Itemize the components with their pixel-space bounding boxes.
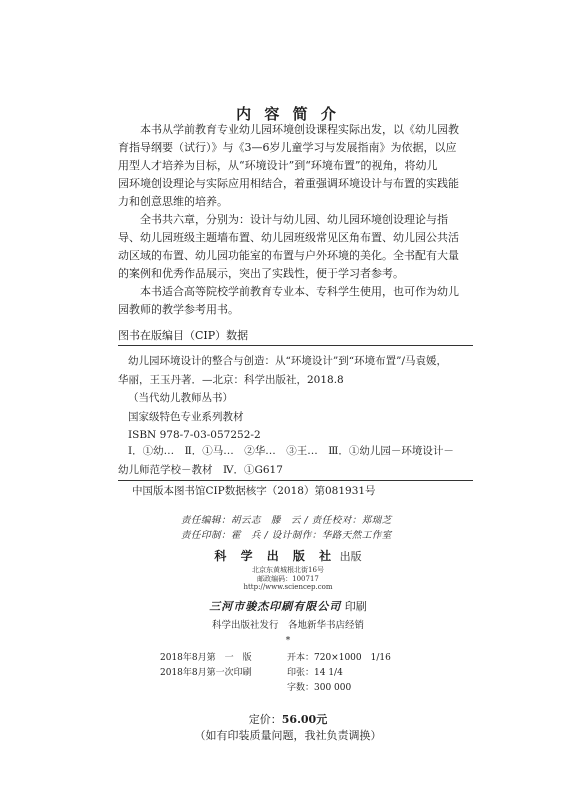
words-label: 字数：300 000 bbox=[287, 683, 352, 693]
summary-line: 园教师的教学参考用书。 bbox=[118, 303, 239, 316]
cip-classification bbox=[118, 442, 473, 479]
summary-line: 力和创意思维的培养。 bbox=[118, 195, 228, 208]
printer-suffix: 印刷 bbox=[344, 600, 367, 613]
printer-line bbox=[0, 598, 576, 614]
sheets-label: 印张：14 1/4 bbox=[287, 668, 343, 678]
summary-line: 用型人才培养为目标，从“环境设计”到“环境布置”的视角，将幼儿 bbox=[118, 159, 438, 172]
summary-paragraph-3 bbox=[118, 283, 464, 319]
edition-label: 2018年8月第 一 版 bbox=[160, 653, 252, 663]
summary-line: 全书共六章，分别为：设计与幼儿园、幼儿园环境创设理论与指 bbox=[140, 213, 448, 226]
cip-bottom-rule bbox=[118, 480, 473, 481]
credits-line-2: 责任印制：霍 兵 / 设计制作：华路天然工作室 bbox=[181, 530, 392, 541]
cip-top-rule bbox=[118, 345, 473, 346]
cip-record bbox=[118, 352, 473, 445]
publisher-postcode: 邮政编码：100717 bbox=[257, 575, 319, 583]
publisher-address: 北京东黄城根北街16号 bbox=[252, 566, 324, 574]
publisher-website: http://www.sciencep.com bbox=[243, 583, 333, 591]
credits-line-1: 责任编辑：胡云志 滕 云 / 责任校对：郑瑞芝 bbox=[181, 515, 392, 526]
publisher-suffix: 出版 bbox=[339, 550, 362, 563]
summary-line: 本书从学前教育专业幼儿园环境创设课程实际出发，以《幼儿园教 bbox=[140, 123, 459, 136]
summary-line: 本书适合高等院校学前教育专业本、专科学生使用，也可作为幼儿 bbox=[140, 285, 459, 298]
price-line bbox=[0, 711, 576, 727]
quality-notice: （如有印装质量问题，我社负责调换） bbox=[194, 729, 382, 742]
summary-line: 园环境创设理论与实际应用相结合，着重强调环境设计与布置的实践能 bbox=[118, 177, 459, 190]
cip-line: 幼儿师范学校－教材 Ⅳ．①G617 bbox=[118, 463, 283, 476]
summary-line: 的案例和优秀作品展示，突出了实践性，便于学习者参考。 bbox=[118, 267, 404, 280]
summary-title: 内 容 简 介 bbox=[236, 105, 340, 123]
cip-header: 图书在版编目（CIP）数据 bbox=[118, 329, 249, 342]
cip-number: 中国版本图书馆CIP数据核字（2018）第081931号 bbox=[132, 485, 376, 497]
summary-line: 动区域的布置、幼儿园功能室的布置与户外环境的美化。全书配有大量 bbox=[118, 249, 459, 262]
printing-label: 2018年8月第一次印刷 bbox=[160, 668, 252, 678]
distribution-line: 科学出版社发行 各地新华书店经销 bbox=[211, 620, 364, 631]
cip-line: 国家级特色专业系列教材 bbox=[128, 410, 244, 423]
cip-line: 幼儿园环境设计的整合与创造：从“环境设计”到“环境布置”/马袁媛， bbox=[128, 355, 448, 367]
publisher-name: 科 学 出 版 社 bbox=[214, 549, 337, 563]
cip-line: Ⅰ．①幼… Ⅱ．①马… ②华… ③王… Ⅲ．①幼儿园－环境设计－ bbox=[128, 445, 454, 457]
summary-line: 导、幼儿园班级主题墙布置、幼儿园班级常见区角布置、幼儿园公共活 bbox=[118, 231, 459, 244]
publisher-line bbox=[0, 547, 576, 564]
format-label: 开本：720×1000 1/16 bbox=[287, 653, 391, 663]
printer-name: 三河市骏杰印刷有限公司 bbox=[209, 600, 342, 613]
price-value: 56.00元 bbox=[281, 713, 328, 726]
price-label: 定价： bbox=[248, 713, 282, 726]
cip-line: （当代幼儿教师丛书） bbox=[128, 392, 233, 405]
summary-paragraph-1 bbox=[118, 121, 464, 211]
summary-line: 育指导纲要（试行）》与《3—6岁儿童学习与发展指南》为依据，以应 bbox=[118, 141, 457, 154]
separator-asterisk: * bbox=[285, 636, 291, 646]
cip-line: ISBN 978-7-03-057252-2 bbox=[128, 429, 261, 442]
summary-paragraph-2 bbox=[118, 211, 464, 283]
cip-line: 华丽，王玉丹著．—北京：科学出版社，2018.8 bbox=[118, 373, 344, 386]
